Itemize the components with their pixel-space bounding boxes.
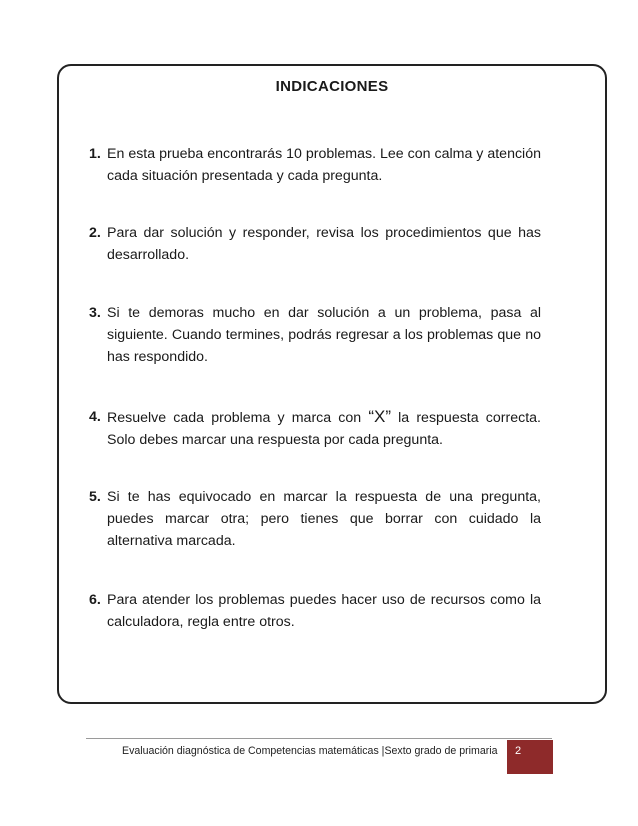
instruction-item <box>89 589 541 633</box>
item-text: En esta prueba encontrarás 10 problemas. Lee con calma y atención cada situación presentada y cada pregunta. <box>107 146 541 184</box>
item-text: Para dar solución y responder, revisa los procedimientos que has desarrollado. <box>107 225 541 263</box>
instruction-item <box>89 143 541 187</box>
instructions-box <box>57 64 607 704</box>
instruction-item <box>89 302 541 368</box>
item-text: Para atender los problemas puedes hacer uso de recursos como la calculadora, regla entre otros. <box>107 592 541 630</box>
page-number: 2 <box>515 745 522 757</box>
item-number: 1. <box>89 146 101 162</box>
page-number-badge <box>507 740 553 774</box>
item-number: 2. <box>89 225 101 241</box>
item-text <box>107 406 541 451</box>
item-text-after: la respuesta correcta. Solo debes marcar una respuesta por cada pregunta. <box>107 410 541 448</box>
instruction-item <box>89 222 541 266</box>
footer-divider <box>86 738 552 739</box>
item-number: 3. <box>89 305 101 321</box>
item-number: 4. <box>89 409 101 425</box>
instructions-title: INDICACIONES <box>275 78 389 95</box>
x-mark: “X” <box>368 407 391 426</box>
item-text: Si te demoras mucho en dar solución a un problema, pasa al siguiente. Cuando termines, podrás regresar a los problemas que no has respondido. <box>107 305 541 365</box>
instruction-item <box>89 406 541 451</box>
instruction-item <box>89 486 541 552</box>
item-number: 6. <box>89 592 101 608</box>
footer-text: Evaluación diagnóstica de Competencias matemáticas |Sexto grado de primaria <box>122 745 498 757</box>
item-text-before: Resuelve cada problema y marca con <box>107 410 369 426</box>
item-text: Si te has equivocado en marcar la respuesta de una pregunta, puedes marcar otra; pero tienes que borrar con cuidado la alternativa marcada. <box>107 489 541 549</box>
item-number: 5. <box>89 489 101 505</box>
